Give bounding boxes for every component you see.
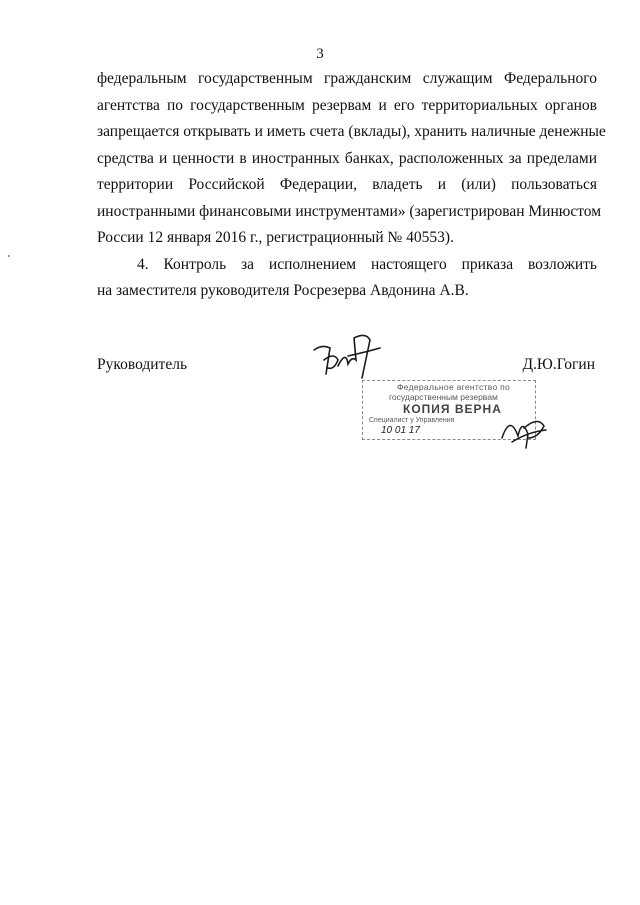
- signatory-name: Д.Ю.Гогин: [522, 356, 595, 373]
- stamp-line: Специалист у Управления: [369, 417, 455, 424]
- stamp-date: 10 01 17: [381, 425, 420, 436]
- signatory-title: Руководитель: [97, 356, 188, 373]
- scan-speck: [8, 255, 10, 257]
- text-line: запрещается открывать и иметь счета (вклады), хранить наличные денежные: [97, 123, 606, 140]
- text-line: территории Российской Федерации, владеть и (или) пользоваться: [97, 176, 597, 193]
- text-line: средства и ценности в иностранных банках, расположенных за пределами: [97, 149, 597, 167]
- item-4-line: на заместителя руководителя Росрезерва Авдонина А.В.: [97, 282, 469, 299]
- text-line: России 12 января 2016 г., регистрационный № 40553).: [97, 229, 454, 246]
- handwritten-signature: [308, 330, 388, 386]
- page-number: 3: [316, 46, 324, 62]
- text-line: иностранными финансовыми инструментами» (зарегистрирован Минюстом: [97, 202, 602, 220]
- stamp-title: КОПИЯ ВЕРНА: [403, 402, 502, 416]
- item-4-line: 4. Контроль за исполнением настоящего приказа возложить: [137, 255, 597, 273]
- text-line: агентства по государственным резервам и его территориальных органов: [97, 96, 597, 114]
- text-line: федеральным государственным гражданским служащим Федерального: [97, 70, 597, 87]
- stamp-line: государственным резервам: [389, 392, 498, 402]
- body-text: [97, 66, 606, 305]
- stamp-line: Федеральное агентство по: [397, 382, 511, 392]
- stamp-signature: [498, 408, 550, 450]
